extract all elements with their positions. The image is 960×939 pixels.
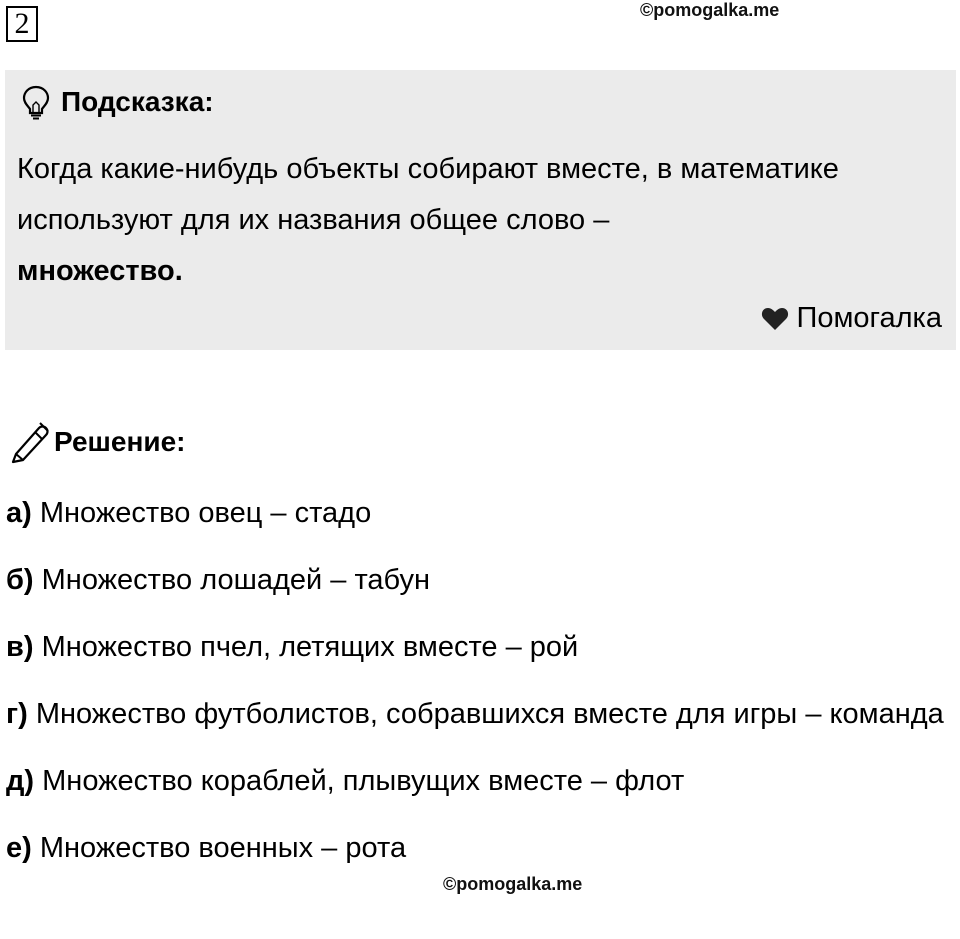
brand-name: Помогалка [796, 302, 942, 334]
hint-title: Подсказка: [61, 86, 214, 117]
hint-box [5, 70, 956, 350]
watermark-top: ©pomogalka.me [640, 0, 780, 20]
heart-icon [761, 307, 789, 331]
answer-letter: б) [6, 564, 34, 596]
task-number-box: 2 [6, 6, 38, 42]
answer-b [6, 547, 951, 614]
answer-text: Множество кораблей, плывущих вместе – флот [42, 765, 685, 797]
hint-text [17, 144, 942, 297]
answer-text: Множество пчел, летящих вместе – рой [41, 631, 579, 663]
answer-letter: д) [6, 765, 35, 797]
answer-letter: а) [6, 497, 32, 529]
brand-signature [761, 302, 942, 335]
answer-d [6, 748, 951, 815]
answer-text: Множество овец – стадо [39, 497, 372, 529]
solution-title: Решение: [54, 426, 186, 457]
answer-text: Множество лошадей – табун [41, 564, 431, 596]
answer-v [6, 614, 951, 681]
answer-letter: е) [6, 832, 32, 864]
answer-a [6, 480, 951, 547]
solution-header [8, 420, 185, 464]
hint-header [19, 84, 214, 120]
answer-text: Множество футболистов, собравшихся вместе для игры – команда [35, 698, 944, 730]
answer-list [6, 480, 951, 882]
answer-text: Множество военных – рота [39, 832, 407, 864]
lightbulb-icon [19, 84, 53, 120]
hint-text-body: Когда какие-нибудь объекты собирают вместе, в математике используют для их названия общее слово – [17, 153, 839, 236]
hint-bold-word: множество. [17, 255, 183, 287]
answer-e [6, 815, 951, 882]
answer-letter: в) [6, 631, 34, 663]
answer-g [6, 681, 951, 748]
pencil-icon [8, 420, 50, 464]
answer-letter: г) [6, 698, 28, 730]
watermark-middle: ©pomogalka.me [443, 874, 583, 894]
